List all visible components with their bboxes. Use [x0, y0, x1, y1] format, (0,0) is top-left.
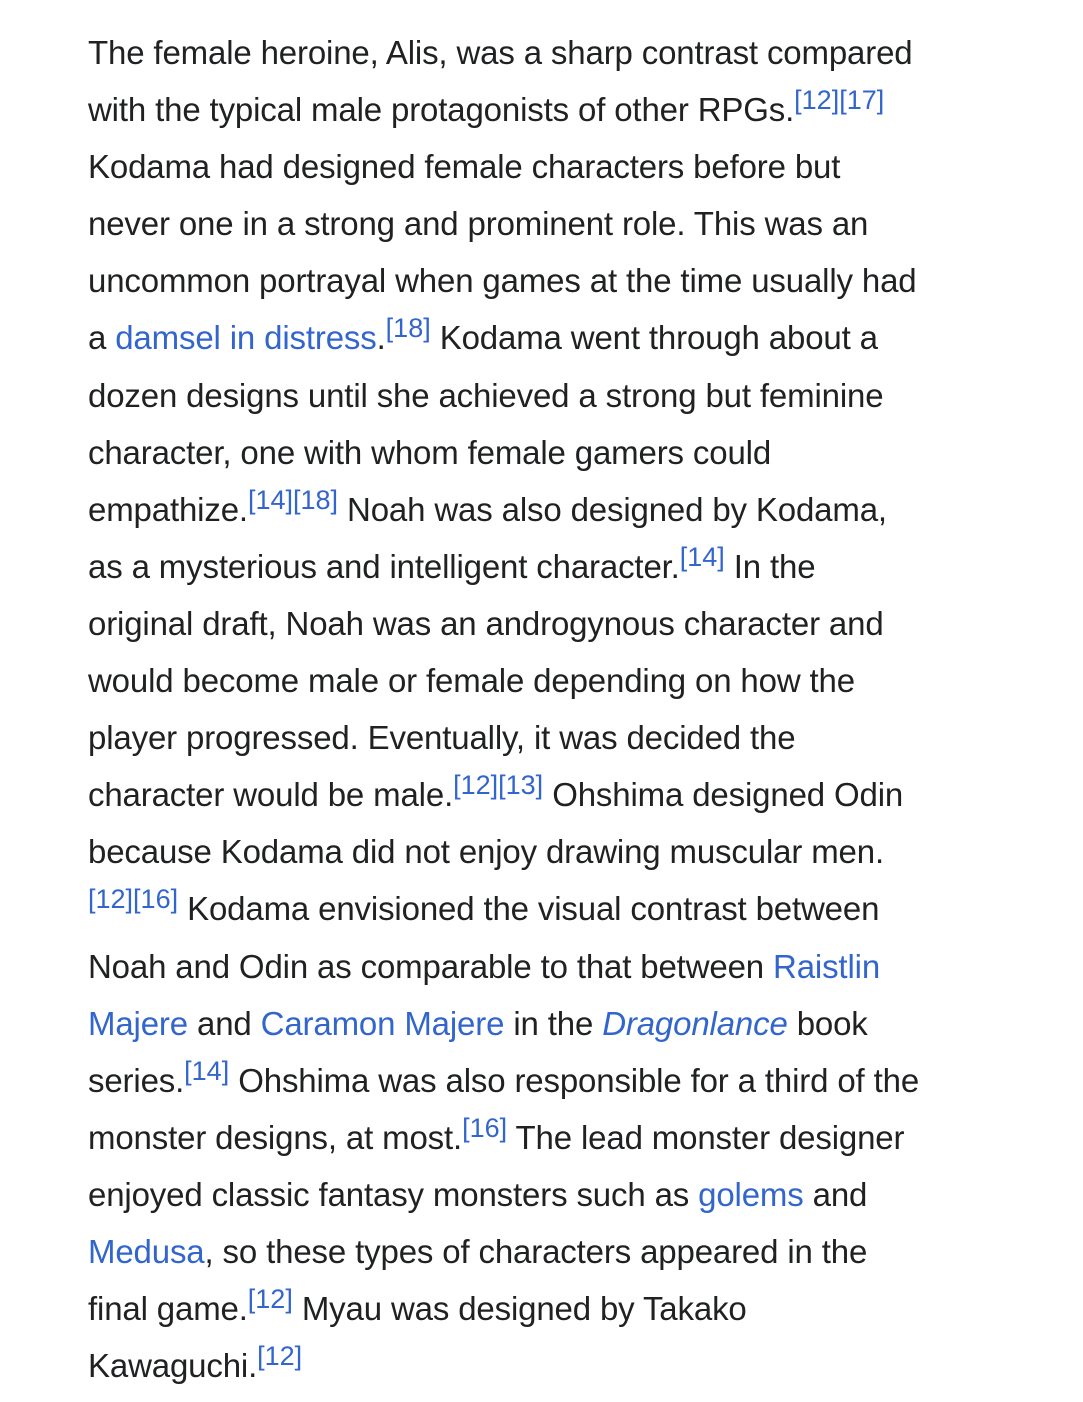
citation-link[interactable]: [14] — [184, 1055, 230, 1086]
text-line — [88, 252, 1008, 309]
text: . — [376, 319, 386, 357]
text: series. — [88, 1061, 185, 1099]
text: as a mysterious and intelligent character. — [88, 547, 680, 585]
text: character, one with whom female gamers could — [88, 433, 772, 471]
text-line — [88, 766, 1008, 823]
text: , so these types of characters appeared in the — [204, 1232, 868, 1270]
citation-14[interactable] — [184, 1056, 229, 1086]
link-text[interactable]: Dragonlance — [602, 1004, 788, 1042]
link-dragonlance[interactable] — [602, 1005, 787, 1042]
citation-link[interactable]: [12] — [453, 770, 499, 801]
article-paragraph — [88, 24, 1008, 1394]
text: monster designs, at most. — [88, 1118, 463, 1156]
text: The female heroine, Alis, was a sharp contrast compared — [88, 34, 913, 71]
link-caramon-majere[interactable]: Caramon Majere — [260, 1004, 505, 1042]
text-line — [88, 538, 1008, 595]
citation-18[interactable] — [386, 313, 431, 343]
link-medusa[interactable]: Medusa — [88, 1232, 205, 1270]
citation-link[interactable]: [14] — [247, 484, 293, 515]
citation-link[interactable]: [18] — [292, 484, 339, 515]
citation-16[interactable] — [133, 884, 178, 914]
text-line — [88, 195, 1008, 252]
citation-link[interactable]: [18] — [385, 313, 431, 344]
text: uncommon portrayal when games at the time usually had — [88, 262, 917, 300]
citation-12[interactable] — [257, 1341, 302, 1371]
text-line — [88, 367, 1008, 424]
citation-link[interactable]: [12] — [794, 85, 840, 116]
citation-link[interactable]: [14] — [679, 541, 725, 572]
link-raistlin-majere[interactable]: Majere — [88, 1004, 188, 1042]
text: because Kodama did not enjoy drawing muscular men. — [88, 833, 884, 871]
text-line — [88, 24, 1008, 81]
citation-18[interactable] — [293, 485, 338, 515]
text: Ohshima was also responsible for a third of the — [229, 1061, 920, 1099]
citation-12[interactable] — [248, 1284, 293, 1314]
citation-link[interactable]: [17] — [839, 85, 885, 116]
text-line — [88, 1052, 1008, 1109]
text: Noah was also designed by Kodama, — [338, 490, 887, 528]
citation-link[interactable]: [12] — [247, 1284, 293, 1315]
citation-link[interactable]: [12] — [88, 884, 134, 915]
text-line — [88, 880, 1008, 937]
text-line — [88, 652, 1008, 709]
text: never one in a strong and prominent role. This was an — [88, 205, 869, 243]
text: enjoyed classic fantasy monsters such as — [88, 1175, 699, 1213]
text-line — [88, 995, 1008, 1052]
text-line — [88, 481, 1008, 538]
text-line — [88, 823, 1008, 880]
text: book — [787, 1004, 868, 1042]
text: Kodama went through about a — [430, 319, 878, 357]
text: Kodama had designed female characters before but — [88, 148, 841, 186]
text: original draft, Noah was an androgynous character and — [88, 604, 884, 642]
text: The lead monster designer — [507, 1118, 905, 1156]
text: character would be male. — [88, 776, 454, 814]
text: Ohshima designed Odin — [543, 776, 904, 814]
citation-13[interactable] — [498, 770, 543, 800]
citation-14[interactable] — [248, 485, 293, 515]
text-line — [88, 1166, 1008, 1223]
text-line — [88, 709, 1008, 766]
text: player progressed. Eventually, it was decided the — [88, 719, 796, 757]
text: with the typical male protagonists of other RPGs. — [88, 91, 795, 129]
text-line — [88, 309, 1008, 366]
citation-17[interactable] — [839, 85, 884, 115]
citation-link[interactable]: [16] — [133, 884, 179, 915]
text: Kodama envisioned the visual contrast between — [178, 890, 880, 928]
text-line — [88, 1337, 1008, 1394]
citation-12[interactable] — [88, 884, 133, 914]
text-line — [88, 595, 1008, 652]
link-damsel-in-distress[interactable]: damsel in distress — [115, 319, 377, 357]
text: final game. — [88, 1290, 248, 1328]
citation-link[interactable]: [13] — [498, 770, 544, 801]
text: Myau was designed by Takako — [292, 1290, 747, 1328]
text: in the — [504, 1004, 603, 1042]
text: dozen designs until she achieved a strong but feminine — [88, 376, 884, 414]
text: would become male or female depending on how the — [88, 662, 855, 700]
citation-link[interactable]: [12] — [257, 1341, 303, 1372]
text: and — [803, 1175, 868, 1213]
text: and — [187, 1004, 261, 1042]
citation-12[interactable] — [794, 85, 839, 115]
link-golems[interactable]: golems — [698, 1175, 804, 1213]
text-line — [88, 81, 1008, 138]
citation-16[interactable] — [462, 1113, 507, 1143]
text-line — [88, 1109, 1008, 1166]
text-line — [88, 138, 1008, 195]
citation-12[interactable] — [453, 770, 498, 800]
text-line — [88, 1223, 1008, 1280]
text: Noah and Odin as comparable to that between — [88, 947, 774, 985]
text: In the — [724, 547, 816, 585]
text: Kawaguchi. — [88, 1347, 258, 1385]
text: a — [88, 319, 116, 357]
text-line — [88, 938, 1008, 995]
text-line — [88, 1280, 1008, 1337]
citation-14[interactable] — [680, 542, 725, 572]
link-raistlin-majere[interactable]: Raistlin — [773, 947, 881, 985]
text: empathize. — [88, 490, 248, 528]
text-line — [88, 424, 1008, 481]
citation-link[interactable]: [16] — [462, 1112, 508, 1143]
